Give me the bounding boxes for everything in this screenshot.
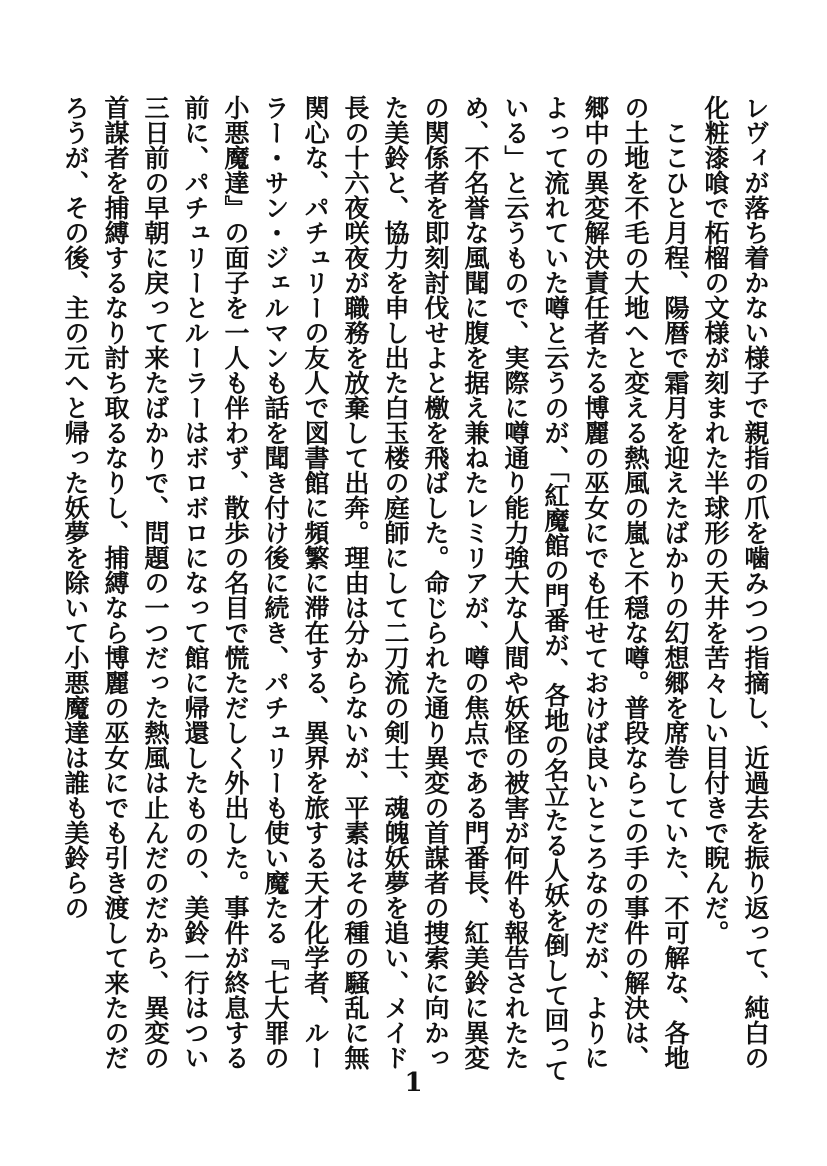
page-number: 1 xyxy=(404,1068,423,1098)
paragraph-2: ここひと月程、陽暦で霜月を迎えたばかりの幻想郷を席巻していた、不可解な、各地の土地を不毛の大地へと変える熱風の嵐と不穏な噂。普段ならこの手の事件の解決は、郷中の異変解決責任者たる博麗の巫女にでも任せておけば良いところなのだが、よりによって流れていた噂と云うのが、「紅魔館の門番が、各地の名立たる人妖を倒して回っている」と云うもので、実際に噂通り能力強大な人間や妖怪の被害が何件も報告されたため、不名誉な風聞に腹を据え兼ねたレミリアが、噂の焦点である門番長、紅美鈴に異変の関係者を即刻討伐せよと檄を飛ばした。命じられた通り異変の首謀者の捜索に向かった美鈴と、協力を申し出た白玉楼の庭師にして二刀流の剣士、魂魄妖夢を追い、メイド長の十六夜咲夜が職務を放棄して出奔。理由は分からないが、平素はその種の騒乱に無関心な、パチュリーの友人で図書館に頻繁に滞在する、異界を旅する天才化学者、ルーラー・サン・ジェルマンも話を聞き付け後に続き、パチュリーも使い魔たる『七大罪の小悪魔達』の面子を一人も伴わず、散歩の名目で慌ただしく外出した。事件が終息する前に、パチュリーとルーラーはボロボロになって館に帰還したものの、美鈴一行はつい三日前の早朝に戻って来たばかりで、問題の一つだった熱風は止んだのだから、異変の首謀者を捕縛するなり討ち取るなりし、捕縛なら博麗の巫女にでも引き渡して来たのだろうが、その後、主の元へと帰った妖夢を除いて小悪魔達は誰も美鈴らの xyxy=(61,95,690,1083)
paragraph-1: レヴィが落ち着かない様子で親指の爪を噛みつつ指摘し、近過去を振り返って、純白の化粧漆喰で柘榴の文様が刻まれた半球形の天井を苦々しい目付きで睨んだ。 xyxy=(701,95,770,1070)
vertical-text-body xyxy=(45,95,775,1085)
